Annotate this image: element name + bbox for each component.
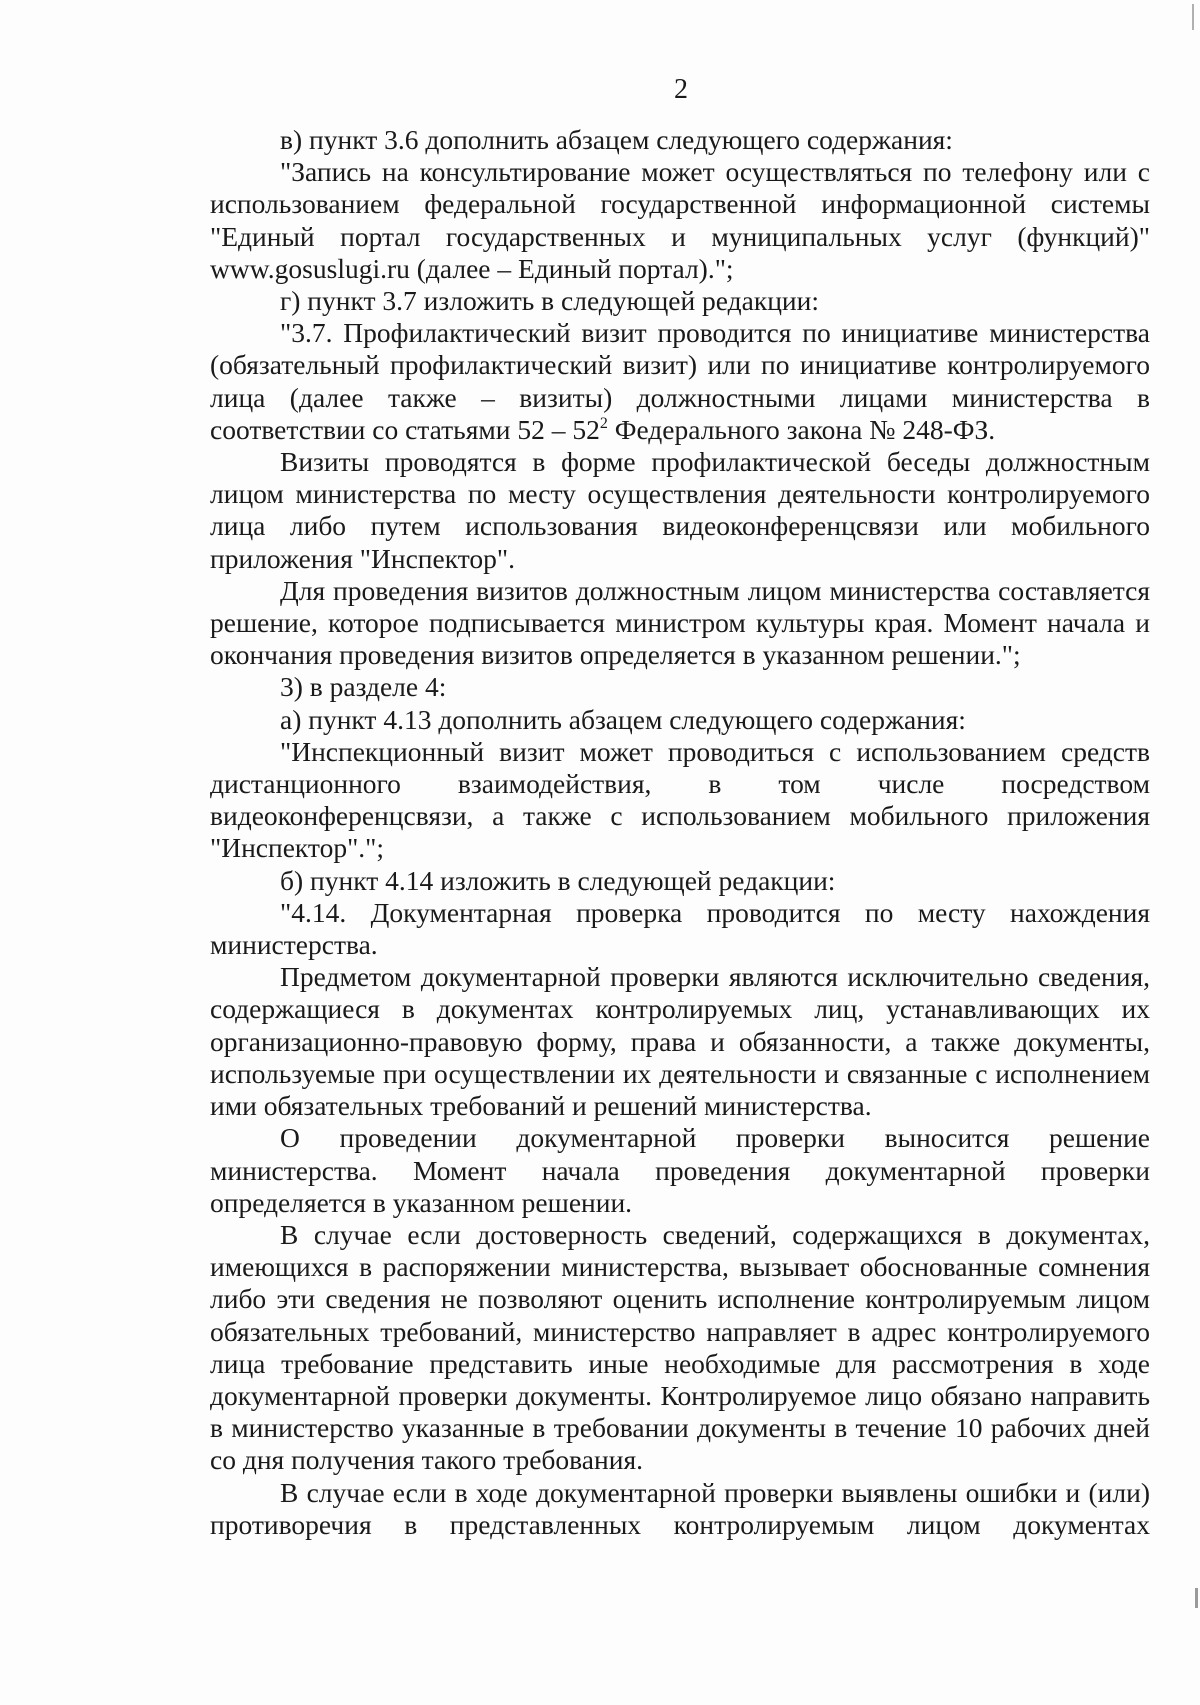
paragraph-7: 3) в разделе 4: (280, 671, 447, 703)
superscript: 2 (599, 414, 608, 432)
paragraph-12: Предметом документарной проверки являются исключительно сведения, содержащиеся в документах контролируемых лиц, устанавливающих их организационно-правовую форму, права и обязанности, а также документы, используемые при осуществлении их деятельности и связанные с исполнением ими обязательных требований и решений министерства. (210, 961, 1150, 1122)
paragraph-2: "Запись на консультирование может осуществляться по телефону или с использованием федеральной государственной информационной системы "Единый портал государственных и муниципальных услуг (функций)" www.gosuslugi.ru (далее – Единый портал)."; (210, 156, 1150, 284)
paragraph-4-tail: Федерального закона № 248-ФЗ. (607, 413, 996, 445)
paragraph-10: б) пункт 4.14 изложить в следующей редакции: (280, 864, 836, 896)
paragraph-4 (210, 317, 1150, 446)
paragraph-14: В случае если достоверность сведений, содержащихся в документах, имеющихся в распоряжении министерства, вызывает обоснованные сомнения либо эти сведения не позволяют оценить исполнение контролируемым лицом обязательных требований, министерство направляет в адрес контролируемого лица требование представить иные необходимые для рассмотрения в ходе документарной проверки документы. Контролируемое лицо обязано направить в министерство указанные в требовании документы в течение 10 рабочих дней со дня получения такого требования. (210, 1218, 1150, 1476)
paragraph-6: Для проведения визитов должностным лицом министерства составляется решение, которое подписывается министром культуры края. Момент начала и окончания проведения визитов определяется в указанном решении."; (210, 574, 1150, 671)
page-number: 2 (674, 74, 688, 105)
paragraph-3: г) пункт 3.7 изложить в следующей редакции: (280, 285, 819, 317)
paragraph-13: О проведении документарной проверки выносится решение министерства. Момент начала проведения документарной проверки определяется в указанном решении. (210, 1122, 1150, 1218)
scan-edge-mark-bottom (1195, 1588, 1198, 1608)
paragraph-1: в) пункт 3.6 дополнить абзацем следующего содержания: (280, 124, 953, 155)
paragraph-4-text: "3.7. Профилактический визит проводится по инициативе министерства (обязательный профилактический визит) или по инициативе контролируемого лица (далее также – визиты) должностными лицами министерства в соответствии со статьями 52 – 52 (210, 317, 1150, 445)
paragraph-15: В случае если в ходе документарной проверки выявлены ошибки и (или) противоречия в представленных контролируемым лицом документах (210, 1476, 1150, 1540)
paragraph-8: а) пункт 4.13 дополнить абзацем следующего содержания: (280, 703, 966, 735)
paragraph-5: Визиты проводятся в форме профилактической беседы должностным лицом министерства по месту осуществления деятельности контролируемого лица либо путем использования видеоконференцсвязи или мобильного приложения "Инспектор". (210, 446, 1150, 574)
scan-edge-mark-top (1192, 4, 1194, 30)
paragraph-9: "Инспекционный визит может проводиться с использованием средств дистанционного взаимодействия, в том числе посредством видеоконференцсвязи, а также с использованием мобильного приложения "Инспектор"."; (210, 735, 1150, 864)
document-body (210, 124, 1150, 1541)
paragraph-11: "4.14. Документарная проверка проводится по месту нахождения министерства. (210, 896, 1150, 961)
